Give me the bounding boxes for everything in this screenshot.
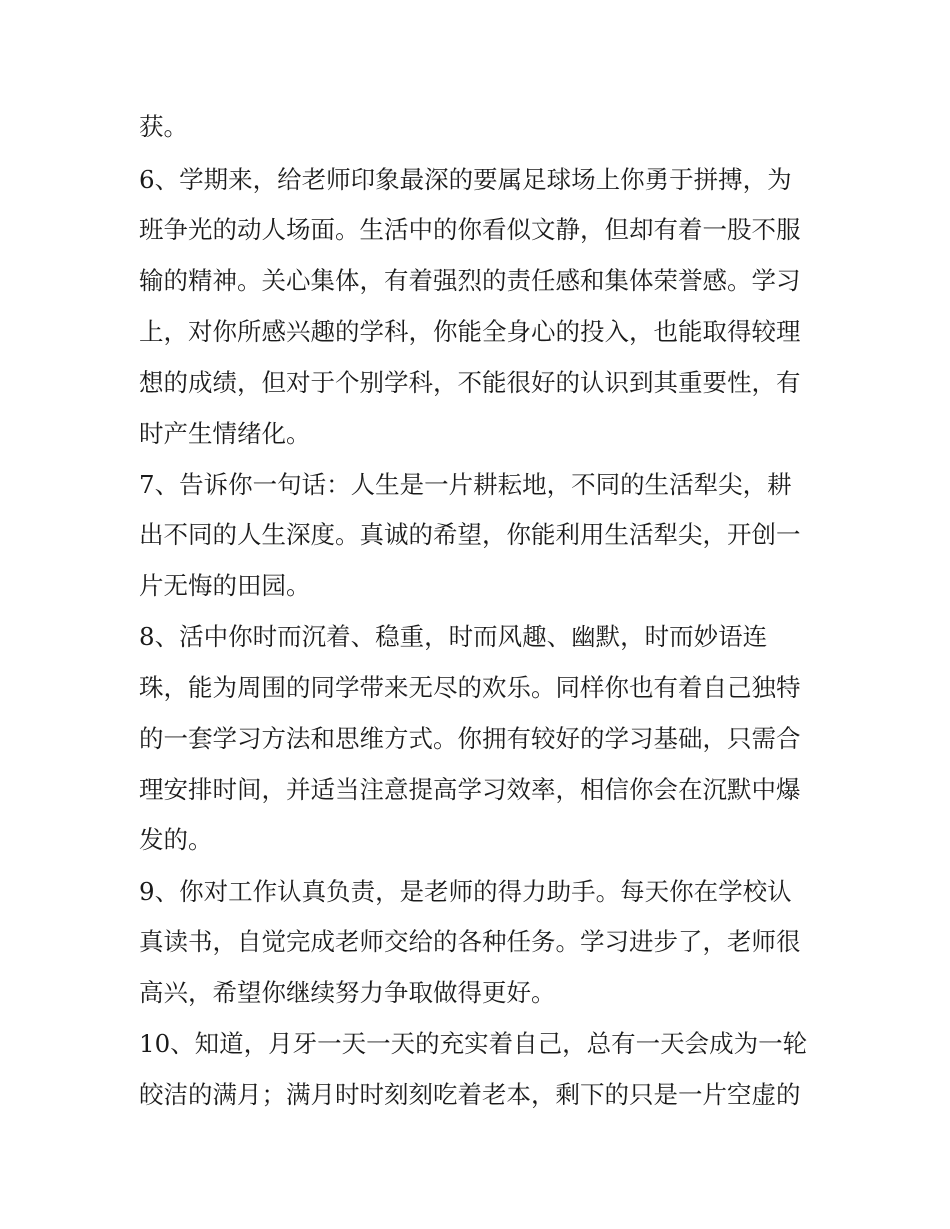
text-line: 10、知道，月牙一天一天的充实着自己，总有一天会成为一轮 <box>139 1029 808 1058</box>
text-line: 8、活中你时而沉着、稳重，时而风趣、幽默，时而妙语连 <box>139 622 768 651</box>
text-line: 片无悔的田园。 <box>139 571 311 600</box>
text-line: 上，对你所感兴趣的学科，你能全身心的投入，也能取得较理 <box>139 317 801 346</box>
text-line: 皎洁的满月；满月时时刻刻吃着老本，剩下的只是一片空虚的 <box>139 1080 801 1109</box>
text-line: 珠，能为周围的同学带来无尽的欢乐。同样你也有着自己独特 <box>139 673 801 702</box>
text-line: 7、告诉你一句话：人生是一片耕耘地，不同的生活犁尖，耕 <box>139 470 792 499</box>
text-line: 出不同的人生深度。真诚的希望，你能利用生活犁尖，开创一 <box>139 520 801 549</box>
text-line: 时产生情绪化。 <box>139 419 311 448</box>
text-line: 班争光的动人场面。生活中的你看似文静，但却有着一股不服 <box>139 215 801 244</box>
text-line: 6、学期来，给老师印象最深的要属足球场上你勇于拼搏，为 <box>139 165 792 194</box>
text-line: 获。 <box>139 112 188 141</box>
text-line: 想的成绩，但对于个别学科，不能很好的认识到其重要性，有 <box>139 368 801 397</box>
text-line: 发的。 <box>139 825 213 854</box>
text-line: 9、你对工作认真负责，是老师的得力助手。每天你在学校认 <box>139 877 792 906</box>
text-line: 的一套学习方法和思维方式。你拥有较好的学习基础，只需合 <box>139 724 801 753</box>
text-line: 高兴，希望你继续努力争取做得更好。 <box>139 978 556 1007</box>
text-line: 真读书，自觉完成老师交给的各种任务。学习进步了，老师很 <box>139 927 801 956</box>
text-line: 输的精神。关心集体，有着强烈的责任感和集体荣誉感。学习 <box>139 266 801 295</box>
text-line: 理安排时间，并适当注意提高学习效率，相信你会在沉默中爆 <box>139 775 801 804</box>
